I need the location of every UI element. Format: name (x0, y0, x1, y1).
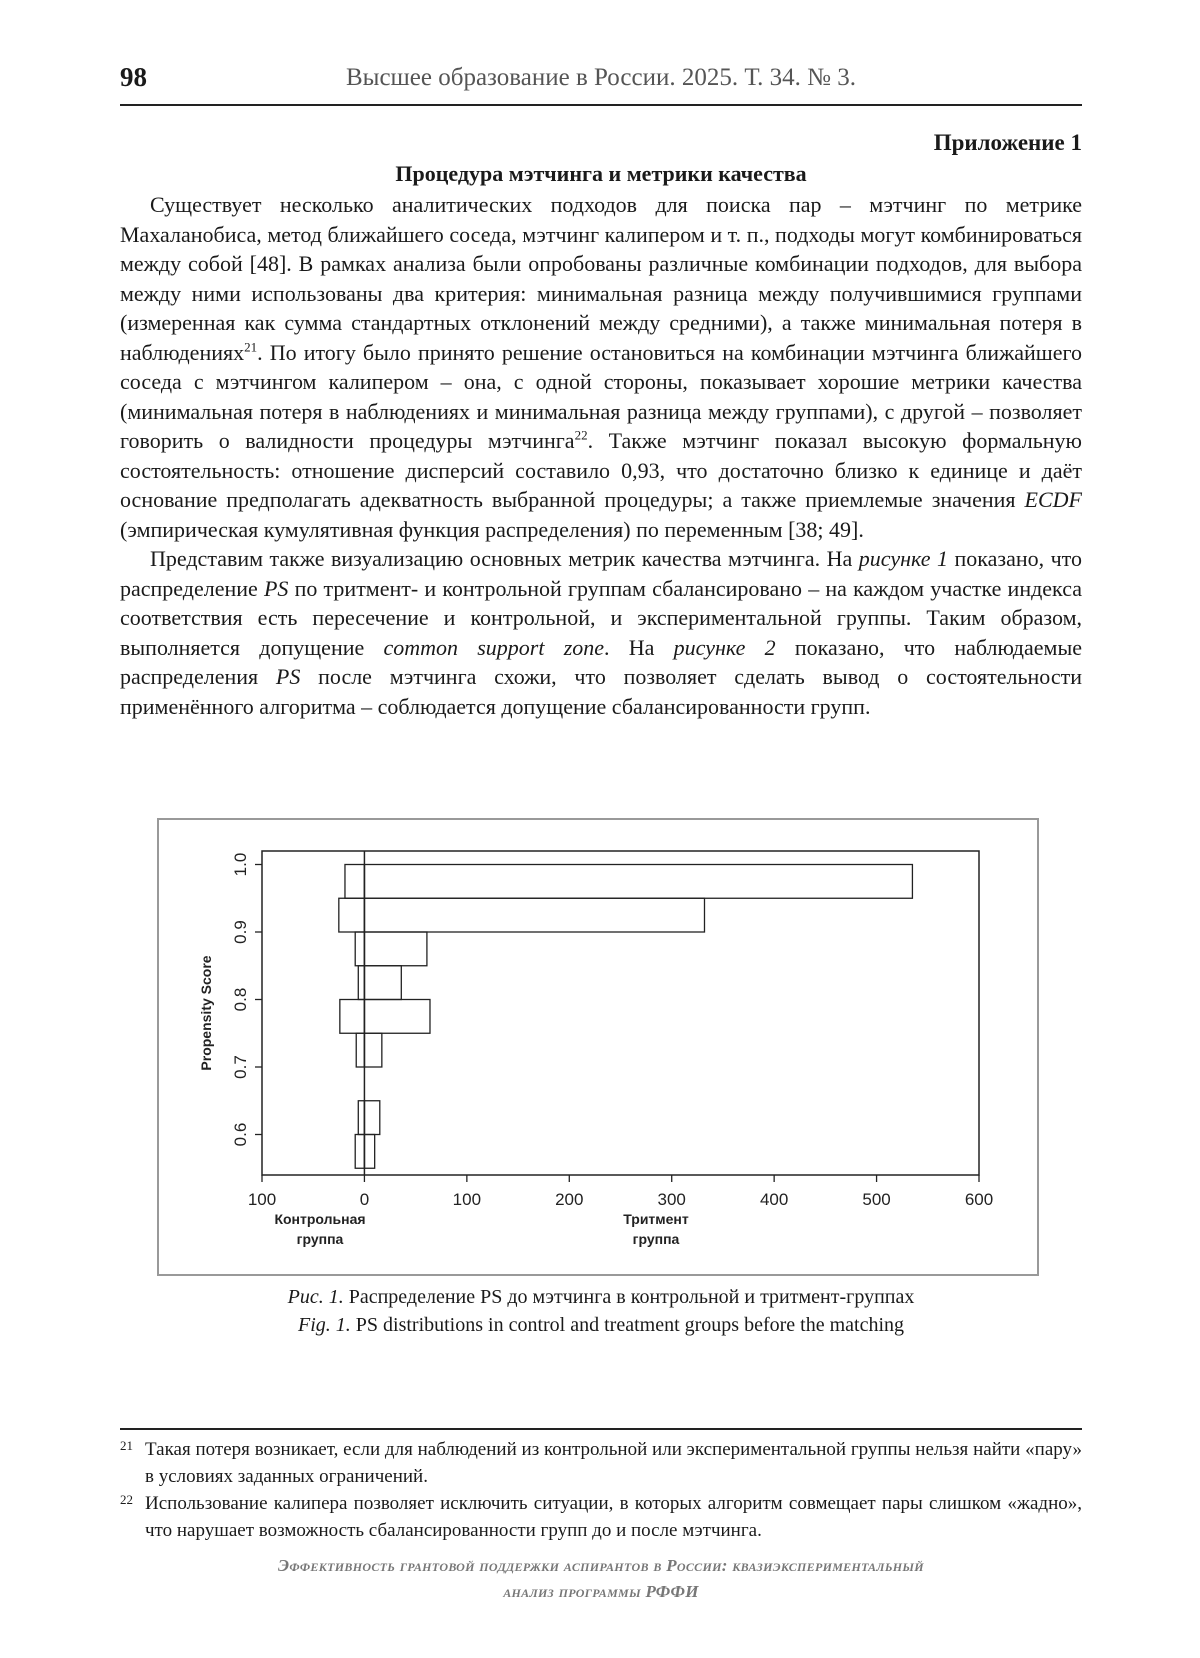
plot-frame (262, 851, 979, 1175)
x-tick-label: 600 (964, 1190, 994, 1209)
y-tick-label: 1.0 (231, 852, 250, 877)
page-header (120, 62, 1082, 106)
footnote-22 (120, 1490, 1082, 1544)
control-bar-6 (358, 1101, 364, 1135)
control-group-label-line1: Контрольная (274, 1211, 366, 1227)
treatment-bar-7 (364, 1135, 374, 1169)
control-bar-4 (340, 1000, 365, 1034)
footnote-mark: 22 (120, 1492, 133, 1507)
figure-ref-2[interactable]: рисунке 2 (673, 634, 776, 660)
page-footer (120, 1553, 1082, 1605)
control-bar-5 (356, 1033, 364, 1067)
footnote-text: Такая потеря возникает, если для наблюдений из контрольной или экспериментальной группы нельзя найти «пару» в условиях заданных ограничений. (145, 1439, 1082, 1487)
footnote-mark: 21 (120, 1438, 133, 1453)
paragraph-1 (120, 190, 1082, 544)
caption-ru (120, 1283, 1082, 1311)
common-support-term: common support zone (383, 634, 605, 660)
paragraph-2-text: показано, что наблюдаемые распределения (120, 634, 1082, 689)
paragraph-1-text: . Также мэтчинг показал высокую формальную состоятельность: отношение дисперсий составило 0,93, что достаточно близко к единице и даёт основание предполагать адекватность выбранной процедуры; а также приемлемые значения (120, 428, 1082, 512)
footer-line-1: Эффективность грантовой поддержки аспирантов в России: квазиэкспериментальный (278, 1556, 924, 1575)
x-tick-label: 300 (657, 1190, 686, 1209)
caption-en-text: PS distributions in control and treatment groups before the matching (350, 1314, 904, 1336)
paragraph-2 (120, 544, 1082, 721)
section-title: Процедура мэтчинга и метрики качества (395, 161, 807, 186)
paragraph-1-text: Существует несколько аналитических подходов для поиска пар – мэтчинг по метрике Махаланобиса, метод ближайшего соседа, мэтчинг калипером и т. п., подходы могут комбинироваться между собой [48]. В рамках анализа были опробованы различные комбинации подходов, для выбора между ними использованы два критерия: минимальная разница между получившимися группами (измеренная как сумма стандартных отклонений между средними), а также минимальная потеря в наблюдениях (120, 192, 1082, 365)
paragraph-1-text: . По итогу было принято решение остановиться на комбинации мэтчинга ближайшего соседа с мэтчингом калипером – она, с одной стороны, показывает хорошие метрики качества (минимальная потеря в наблюдениях и минимальная разница между группами), с другой – позволяет говорить о валидности процедуры мэтчинга (120, 339, 1082, 453)
treatment-bar-4 (364, 1000, 430, 1034)
footnote-divider (120, 1428, 1082, 1430)
caption-en (120, 1311, 1082, 1339)
caption-ru-text: Распределение PS до мэтчинга в контрольной и тритмент-группах (343, 1286, 915, 1308)
control-bar-1 (339, 898, 365, 932)
ecdf-term: ECDF (1024, 487, 1082, 512)
treatment-bar-3 (364, 966, 401, 1000)
footnotes (120, 1436, 1082, 1544)
paragraph-2-text: после мэтчинга схожи, что позволяет сделать вывод о состоятельности применённого алгоритма – соблюдается допущение сбалансированности групп. (120, 664, 1082, 719)
treatment-bar-6 (364, 1101, 379, 1135)
x-tick-label: 400 (759, 1190, 789, 1209)
ps-term: PS (263, 575, 289, 601)
body-text (120, 190, 1082, 721)
control-bar-7 (355, 1135, 364, 1169)
figure-caption (120, 1283, 1082, 1339)
paragraph-2-text: показано, что распределение (120, 546, 1082, 601)
paragraph-1-text: (эмпирическая кумулятивная функция распределения) по переменным [38; 49]. (120, 516, 864, 542)
paragraph-2-text: Представим также визуализацию основных метрик качества мэтчинга. На (150, 546, 859, 571)
running-head: Высшее образование в России. 2025. Т. 34. № 3. (345, 64, 856, 91)
treatment-group-label-line2: группа (632, 1231, 680, 1247)
y-axis-label: Propensity Score (198, 955, 214, 1071)
x-tick-label: 0 (359, 1190, 370, 1209)
ps-term: PS (275, 664, 301, 689)
control-group-label-line2: группа (296, 1231, 344, 1247)
caption-ru-prefix: Рис. 1. (287, 1286, 344, 1308)
y-tick-label: 0.8 (231, 987, 250, 1012)
footnote-21 (120, 1436, 1082, 1490)
treatment-bar-0 (364, 865, 912, 899)
control-bar-3 (358, 966, 364, 1000)
footnote-ref-21[interactable]: 21 (244, 339, 258, 355)
figure-1 (157, 818, 1039, 1276)
paragraph-2-text: по тритмент- и контрольной группам сбалансировано – на каждом участке индекса соответствия есть пересечение и контрольной, и экспериментальной группы. Таким образом, выполняется допущение (120, 575, 1082, 660)
y-tick-label: 0.9 (231, 920, 250, 944)
paragraph-2-text: . На (604, 634, 674, 660)
y-tick-label: 0.7 (231, 1055, 250, 1079)
x-tick-label: 100 (452, 1190, 482, 1209)
page-number: 98 (120, 62, 147, 92)
y-tick-label: 0.6 (231, 1122, 250, 1147)
treatment-bar-1 (364, 898, 704, 932)
x-tick-label: 100 (247, 1190, 277, 1209)
footnote-ref-22[interactable]: 22 (574, 427, 588, 443)
treatment-bar-2 (364, 932, 426, 966)
x-tick-label: 200 (555, 1190, 584, 1209)
ps-histogram-chart (159, 820, 1037, 1274)
figure-ref-1[interactable]: рисунке 1 (858, 546, 949, 571)
footnote-text: Использование калипера позволяет исключить ситуации, в которых алгоритм совмещает пары слишком «жадно», что нарушает возможность сбалансированности групп до и после мэтчинга. (145, 1493, 1082, 1541)
treatment-bar-5 (364, 1033, 381, 1067)
footer-line-2: анализ программы РФФИ (503, 1582, 699, 1601)
x-tick-label: 500 (862, 1190, 891, 1209)
appendix-label: Приложение 1 (933, 130, 1082, 155)
control-bar-2 (355, 932, 364, 966)
caption-en-prefix: Fig. 1. (297, 1314, 351, 1336)
treatment-group-label-line1: Тритмент (623, 1211, 689, 1227)
control-bar-0 (345, 865, 364, 899)
